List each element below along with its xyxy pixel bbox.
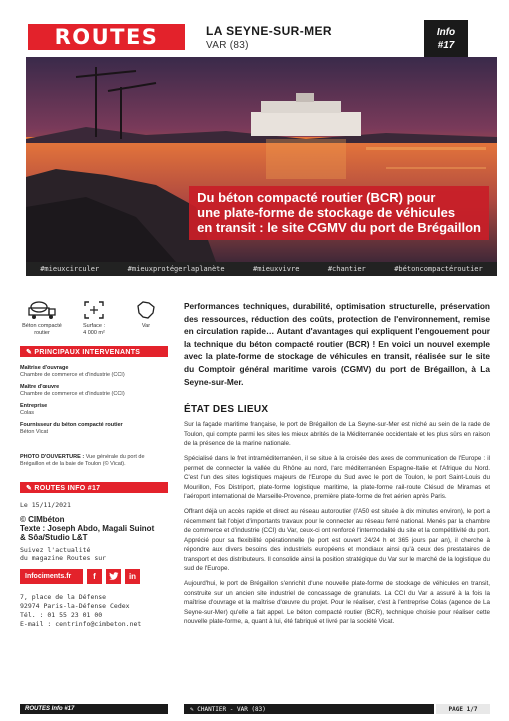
footer-publication <box>20 704 168 714</box>
linkedin-icon[interactable]: in <box>125 569 140 584</box>
pen-icon: ✎ <box>190 705 198 713</box>
pen-icon: ✎ <box>26 484 35 492</box>
footer-section-text: ✎ CHANTIER - VAR (83) <box>190 705 266 713</box>
twitter-icon[interactable] <box>106 569 121 584</box>
hashtag: #mieuxprotégerlaplanète <box>127 265 225 273</box>
badge-line1: Info <box>436 27 456 38</box>
var-map-icon <box>135 300 157 320</box>
address-block <box>20 593 168 629</box>
info-badge <box>424 20 468 58</box>
intervenant-name: Chambre de commerce et d'industrie (CCI) <box>20 391 125 397</box>
credits <box>20 515 168 542</box>
concrete-mixer-icon <box>27 300 57 320</box>
fact-item <box>72 300 116 346</box>
publication-date: Le 15/11/2021 <box>20 501 71 509</box>
facebook-icon[interactable]: f <box>87 569 102 584</box>
list-item <box>20 384 168 398</box>
hero-title-line-3: en transit : le site CGMV du port de Brégaillon <box>197 220 481 235</box>
social-links <box>20 569 168 584</box>
location-city: LA SEYNE-SUR-MER <box>206 24 332 38</box>
intervenant-role: Maître d'œuvre <box>20 384 60 390</box>
credit-line: © CIMbéton <box>20 515 65 524</box>
hashtag: #chantier <box>327 265 366 273</box>
photo-credit <box>20 454 168 468</box>
routes-logo <box>28 24 185 50</box>
email-line: E-mail : centrinfo@cimbeton.net <box>20 620 142 628</box>
intervenant-role: Entreprise <box>20 403 48 409</box>
photo-credit-text: Vue générale du port de Brégaillon et de la baie de Toulon (© Vicat). <box>20 454 145 467</box>
photo-credit-label: PHOTO D'OUVERTURE : <box>20 454 85 460</box>
hero-title-box <box>189 186 489 240</box>
routes-info-heading <box>20 482 168 493</box>
section-title: ÉTAT DES LIEUX <box>184 404 269 416</box>
address-line: 92974 Paris-la-Défense Cedex <box>20 602 130 610</box>
follow-text <box>20 546 168 562</box>
fact-label: Var <box>141 323 151 329</box>
page-number <box>436 704 490 714</box>
page-footer <box>20 704 490 715</box>
fact-item <box>124 300 168 346</box>
location-department: VAR (83) <box>206 40 249 51</box>
list-item <box>20 422 168 436</box>
phone-line: Tél. : 01 55 23 01 00 <box>20 611 103 619</box>
hero-title-line-1: Du béton compacté routier (BCR) pour <box>197 190 436 205</box>
routes-info-heading-text: ✎ ROUTES INFO #17 <box>26 484 101 492</box>
surface-area-icon <box>83 300 105 320</box>
article-paragraph: Spécialisé dans le fret intraméditerranéen, il se situe à la croisée des axes de communication de l'Europe : il permet de connecter la vallée du Rhône au nord, l'arc méditerranéen Espagne-Italie et l'Afrique du Nord. C'est l'un des sites logistiques majeurs de l'Europe du Sud avec le port de Toulon, le port Saint-Louis du Mourillon, Fos Distriport, plate-forme logistique maritime, la plate-forme rail-route Clésud de Miramas et l'aéroport international de Marseille-Provence, première plate-forme de fret aérien après Paris. <box>184 454 490 501</box>
credit-line: & Sôa/Studio L&T <box>20 533 88 542</box>
article-lead: Performances techniques, durabilité, optimisation structurelle, préservation des ressources, réduction des coûts, protection de l'environnement, remise en circulation rapide… Autant d'avantages qui expliquent l'engouement pour la technique du béton compacté routier (BCR) ! En voici un nouvel exemple avec la plate-forme de stockage de véhicules en transit, réalisée sur le site du Comptoir général maritime varois (CGMV) du port de Brégaillon, à La Seyne-sur-Mer. <box>184 301 490 387</box>
hashtag: #bétoncompactéroutier <box>394 265 483 273</box>
intervenant-role: Fournisseur du béton compacté routier <box>20 422 123 428</box>
pen-icon: ✎ <box>26 348 35 356</box>
page-number-text: PAGE 1/7 <box>448 705 478 713</box>
intervenants-heading-text: ✎ PRINCIPAUX INTERVENANTS <box>26 348 141 356</box>
article-paragraph: Offrant déjà un accès rapide et direct au réseau autoroutier (l'A50 est située à dix minutes environ), le port a récemment fait l'objet d'importants travaux pour le connecter au réseau ferré national. Menés par la chambre de commerce et d'industrie (CCI) du Var, ceux-ci ont renforcé l'intermodalité du site et la compétitivité du port. Apprécié pour sa flexibilité opérationnelle (le port est ouvert 24/24 h et 365 jours par an), il cherche à répondre aux divers besoins des industriels européens et mondiaux ainsi qu'à ceux des prestataires de transport et des distributeurs. Il consolide ainsi la position stratégique du Var sur le marché de la logistique du sud de l'Europe. <box>184 507 490 573</box>
sidebar <box>20 300 168 629</box>
intervenants-list <box>20 365 168 436</box>
hashtag-bar <box>26 262 497 276</box>
page-header <box>20 18 490 56</box>
location <box>206 24 332 51</box>
hashtag: #mieuxcirculer <box>40 265 100 273</box>
list-item <box>20 365 168 379</box>
article-paragraph: Aujourd'hui, le port de Brégaillon s'enrichit d'une nouvelle plate-forme de stockage de véhicules en transit, construite sur un ancien site industriel de concassage de granulats. La CCI du Var a assuré à la fois la maîtrise d'ouvrage et la maîtrise d'œuvre du projet. Pour le réaliser, c'est à l'entreprise Colas (agence de La Seyne-sur-Mer) qu'elle a fait appel. Le béton compacté routier (BCR), technique choisie pour réaliser cette nouvelle plate-forme, a, quant à lui, été fabriqué et livré par la société Vicat. <box>184 580 490 626</box>
footer-publication-text: ROUTES Info #17 <box>25 706 75 712</box>
fact-label: Béton compacté routier <box>22 323 62 336</box>
infociments-link[interactable]: Infociments.fr <box>20 569 83 584</box>
list-item <box>20 403 168 417</box>
article <box>184 300 490 627</box>
address-line: 7, place de la Défense <box>20 593 107 601</box>
fact-item <box>20 300 64 346</box>
facts-row <box>20 300 168 346</box>
footer-section <box>184 704 434 714</box>
intervenant-name: Béton Vicat <box>20 429 49 435</box>
intervenant-name: Colas <box>20 410 35 416</box>
follow-line: du magazine Routes sur <box>20 554 107 562</box>
follow-line: Suivez l'actualité <box>20 546 91 554</box>
hashtag: #mieuxvivre <box>253 265 300 273</box>
badge-line2: #17 <box>437 40 455 51</box>
intervenants-heading <box>20 346 168 357</box>
hero-title-line-2: une plate-forme de stockage de véhicules <box>197 205 456 220</box>
intervenant-name: Chambre de commerce et d'industrie (CCI) <box>20 372 125 378</box>
intervenant-role: Maîtrise d'ouvrage <box>20 365 69 371</box>
credit-line: Texte : Joseph Abdo, Magali Suinot <box>20 524 155 533</box>
hero-photo <box>26 57 497 262</box>
fact-label: Surface : 4 000 m² <box>82 323 105 336</box>
article-paragraph: Sur la façade maritime française, le port de Brégaillon de La Seyne-sur-Mer est niché au sein de la rade de Toulon, qui compte parmi les sites les mieux abrités de la Méditerranée occidentale et les plus sûrs en raison de la présence de la marine nationale. <box>184 421 490 448</box>
logo-text: ROUTES <box>54 25 159 49</box>
